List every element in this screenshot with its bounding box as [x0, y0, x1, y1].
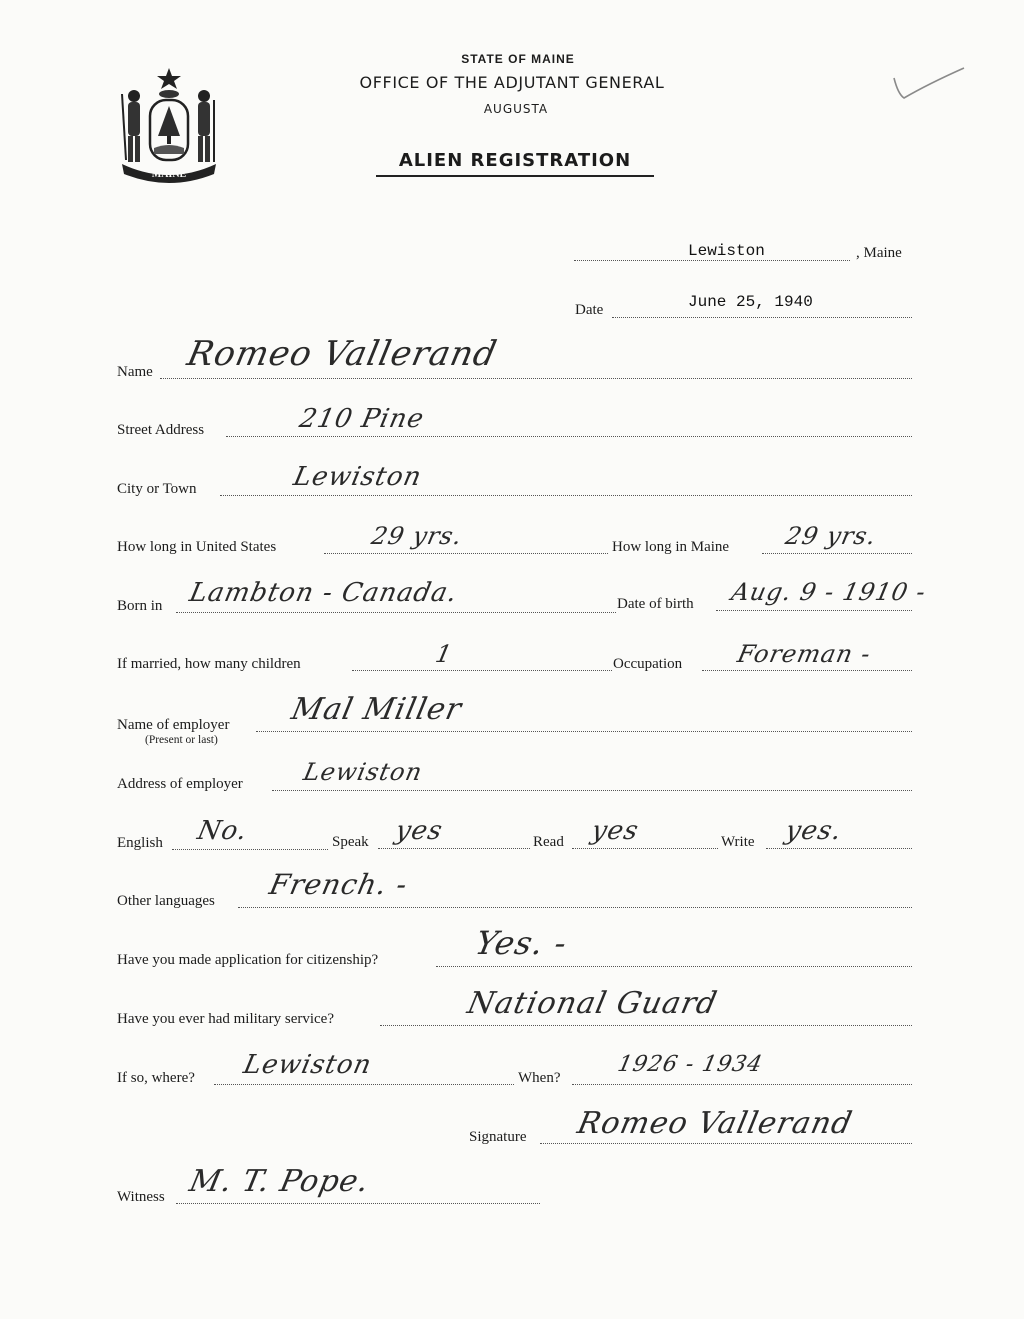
seal-text: MAINE [151, 169, 187, 180]
when-line [572, 1084, 912, 1085]
name-line [160, 378, 912, 379]
occupation-value: Foreman - [735, 640, 874, 668]
when-label: When? [518, 1070, 561, 1086]
speak-value: yes [392, 816, 446, 846]
military-line [380, 1025, 912, 1026]
name-value: Romeo Vallerand [183, 334, 501, 374]
street-label: Street Address [117, 422, 205, 438]
english-value: No. [194, 816, 251, 846]
write-value: yes. [782, 816, 845, 846]
military-value: National Guard [464, 986, 721, 1021]
when-value: 1926 - 1934 [615, 1052, 766, 1077]
maine-time-label: How long in Maine [612, 539, 730, 555]
write-line [766, 848, 912, 849]
dob-label: Date of birth [617, 596, 694, 612]
street-value: 210 Pine [296, 404, 428, 434]
employer-sublabel: (Present or last) [145, 734, 218, 746]
witness-value: M. T. Pope. [186, 1164, 373, 1199]
occupation-line [702, 670, 912, 671]
employer-address-value: Lewiston [301, 758, 426, 786]
children-line [352, 670, 612, 671]
maine-time-value: 29 yrs. [783, 522, 880, 550]
employer-line [256, 731, 912, 732]
us-time-label: How long in United States [117, 539, 277, 555]
citizenship-label: Have you made application for citizenship? [117, 952, 379, 968]
place-suffix: , Maine [856, 245, 902, 261]
street-line [226, 436, 912, 437]
born-line [176, 612, 616, 613]
city-line [220, 495, 912, 496]
employer-label: Name of employer [117, 717, 230, 733]
read-line [572, 848, 718, 849]
signature-label: Signature [469, 1129, 527, 1145]
form-title: ALIEN REGISTRATION [376, 150, 654, 177]
date-label: Date [575, 302, 604, 318]
military-label: Have you ever had military service? [117, 1011, 334, 1027]
write-label: Write [721, 834, 755, 850]
where-label: If so, where? [117, 1070, 195, 1086]
dob-line [716, 610, 912, 611]
born-label: Born in [117, 598, 163, 614]
place-value: Lewiston [688, 242, 765, 260]
citizenship-line [436, 966, 912, 967]
header-city: AUGUSTA [483, 102, 549, 116]
where-line [214, 1084, 514, 1085]
where-value: Lewiston [240, 1050, 375, 1080]
us-time-value: 29 yrs. [369, 522, 466, 550]
english-label: English [117, 835, 163, 851]
witness-label: Witness [117, 1189, 165, 1205]
read-label: Read [533, 834, 564, 850]
employer-value: Mal Miller [288, 692, 466, 727]
dob-value: Aug. 9 - 1910 - [729, 578, 929, 606]
city-value: Lewiston [290, 462, 425, 492]
signature-line [540, 1143, 912, 1144]
speak-line [378, 848, 530, 849]
city-label: City or Town [117, 481, 197, 497]
read-value: yes [588, 816, 642, 846]
header-office: OFFICE OF THE ADJUTANT GENERAL [359, 73, 665, 92]
signature-value: Romeo Vallerand [574, 1106, 856, 1141]
born-value: Lambton - Canada. [186, 578, 461, 608]
english-line [172, 849, 328, 850]
date-value: June 25, 1940 [688, 293, 813, 311]
employer-address-line [272, 790, 912, 791]
date-line [612, 317, 912, 318]
occupation-label: Occupation [613, 656, 683, 672]
maine-time-line [762, 553, 912, 554]
children-label: If married, how many children [117, 656, 301, 672]
other-languages-value: French. - [266, 868, 411, 901]
other-languages-line [238, 907, 912, 908]
us-time-line [324, 553, 608, 554]
witness-line [176, 1203, 540, 1204]
other-languages-label: Other languages [117, 893, 215, 909]
citizenship-value: Yes. - [471, 924, 571, 962]
children-value: 1 [433, 640, 456, 668]
header-state: STATE OF MAINE [461, 52, 575, 66]
name-label: Name [117, 364, 153, 380]
employer-address-label: Address of employer [117, 776, 243, 792]
place-line [574, 260, 850, 261]
speak-label: Speak [332, 834, 369, 850]
